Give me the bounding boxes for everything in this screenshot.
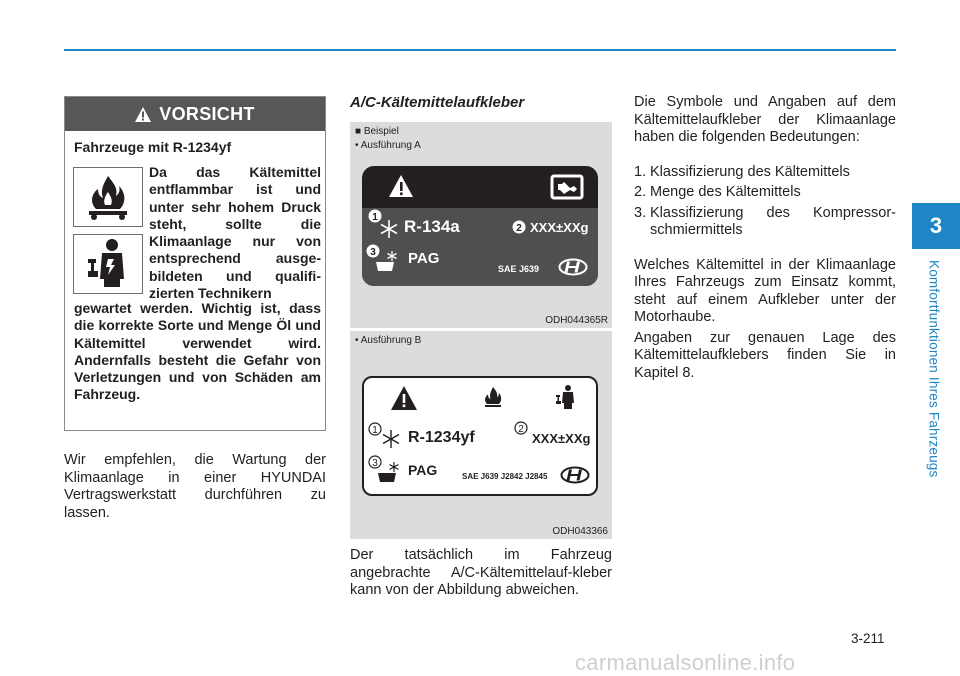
- variant-b-label: • Ausführung B: [355, 335, 422, 346]
- caution-text-continued: gewartet werden. Wichtig ist, dass die korrekte Sorte und Menge Öl und Kältemittel verwendet wird. Andernfalls besteht die Gefahr von Verletzungen und von Schäden am Fahrzeug.: [74, 300, 321, 403]
- caution-box: [64, 96, 326, 431]
- technician-icon: [74, 235, 142, 293]
- caution-header-label: VORSICHT: [159, 103, 255, 124]
- meaning-list: [634, 164, 896, 240]
- sae-standard-b: SAE J639 J2842 J2845: [462, 472, 548, 481]
- oil-can-icon: [376, 461, 404, 483]
- flammable-icon: [482, 386, 504, 410]
- refrigerant-amount-b: XXX±XXg: [532, 431, 591, 446]
- meaning-intro: Die Symbole und Angaben auf dem Kältemittelaufkleber der Klimaanlage haben die folgenden Bedeutungen:: [634, 94, 896, 145]
- warning-icon: [390, 385, 418, 411]
- svg-text:3: 3: [372, 457, 378, 469]
- chapter-title-text: Komfortfunktionen Ihres Fahrzeugs: [926, 260, 942, 478]
- technician-icon: [554, 384, 578, 410]
- svg-text:1: 1: [372, 212, 378, 223]
- refrigerant-amount-a: XXX±XXg: [530, 220, 589, 235]
- example-label: ■ Beispiel: [355, 126, 399, 137]
- top-rule: [64, 49, 896, 51]
- qualified-technician-symbol: [73, 234, 143, 294]
- hyundai-logo-icon: [560, 466, 590, 484]
- refrigerant-type-b: R-1234yf: [408, 429, 475, 446]
- page-number: 3-211: [851, 631, 885, 646]
- hyundai-logo-icon: [558, 258, 588, 276]
- flammable-symbol: [73, 167, 143, 227]
- sticker-location-text: Welches Kältemittel in der Klimaanlage Ihres Fahrzeugs zum Einsatz kommt, steht auf einem Aufkleber unter der Motorhaube.: [634, 256, 896, 325]
- svg-text:1: 1: [372, 424, 378, 436]
- oil-can-icon: [374, 250, 402, 272]
- warning-icon: [388, 174, 414, 198]
- refrigerant-sticker-b: [362, 376, 598, 496]
- chapter-side-title: [922, 260, 946, 490]
- caution-text-right: Da das Kältemittel entflammbar ist und unter sehr hohem Druck steht, sollte die Klimaanlage nur von entsprechend ausge-bildeten und qualifi-zierten Technikern: [149, 164, 321, 302]
- svg-text:2: 2: [518, 423, 524, 435]
- oil-type-a: PAG: [408, 250, 440, 267]
- refrigerant-sticker-a: [362, 166, 598, 286]
- refrigerant-type-a: R-134a: [404, 217, 460, 236]
- right-column: [634, 94, 896, 382]
- warning-triangle-icon: [135, 107, 151, 122]
- figure-code-b: ODH043366: [552, 526, 608, 537]
- list-item: 1. Klassifizierung des Kältemittels: [634, 163, 850, 180]
- refrigerant-snowflake-icon: [378, 218, 400, 240]
- svg-text:3: 3: [370, 247, 376, 258]
- section-heading: A/C-Kältemittelaufkleber: [350, 94, 525, 111]
- oil-type-b: PAG: [408, 462, 438, 478]
- list-item: 2. Menge des Kältemittels: [634, 184, 801, 200]
- figure-panel-b: [350, 331, 612, 539]
- flame-icon: [74, 168, 142, 226]
- middle-body-text: Der tatsächlich im Fahrzeug angebrachte A/C-Kältemittelauf-kleber kann von der Abbildung abweichen.: [350, 547, 612, 598]
- figure-panel-a: [350, 122, 612, 328]
- caution-subtitle: Fahrzeuge mit R-1234yf: [74, 139, 232, 155]
- svg-text:2: 2: [516, 223, 522, 234]
- chapter-tab: 3: [912, 203, 960, 249]
- sae-standard-a: SAE J639: [498, 264, 540, 274]
- chapter-reference-text: Angaben zur genauen Lage des Kältemittelaufklebers finden Sie in Kapitel 8.: [634, 329, 896, 381]
- watermark: carmanualsonline.info: [575, 650, 796, 675]
- number-2-icon: [512, 220, 526, 234]
- left-body-text: Wir empfehlen, die Wartung der Klimaanlage in einer HYUNDAI Vertragswerkstatt durchführen zu lassen.: [64, 452, 326, 521]
- refrigerant-snowflake-icon: [380, 428, 402, 450]
- number-2-icon: [514, 421, 528, 435]
- list-item: 3. Klassifizierung des Kompressor-schmiermittels: [634, 204, 896, 238]
- caution-header: [65, 97, 325, 131]
- variant-a-label: • Ausführung A: [355, 140, 421, 151]
- service-manual-icon: [550, 174, 584, 200]
- figure-code-a: ODH044365R: [545, 315, 608, 326]
